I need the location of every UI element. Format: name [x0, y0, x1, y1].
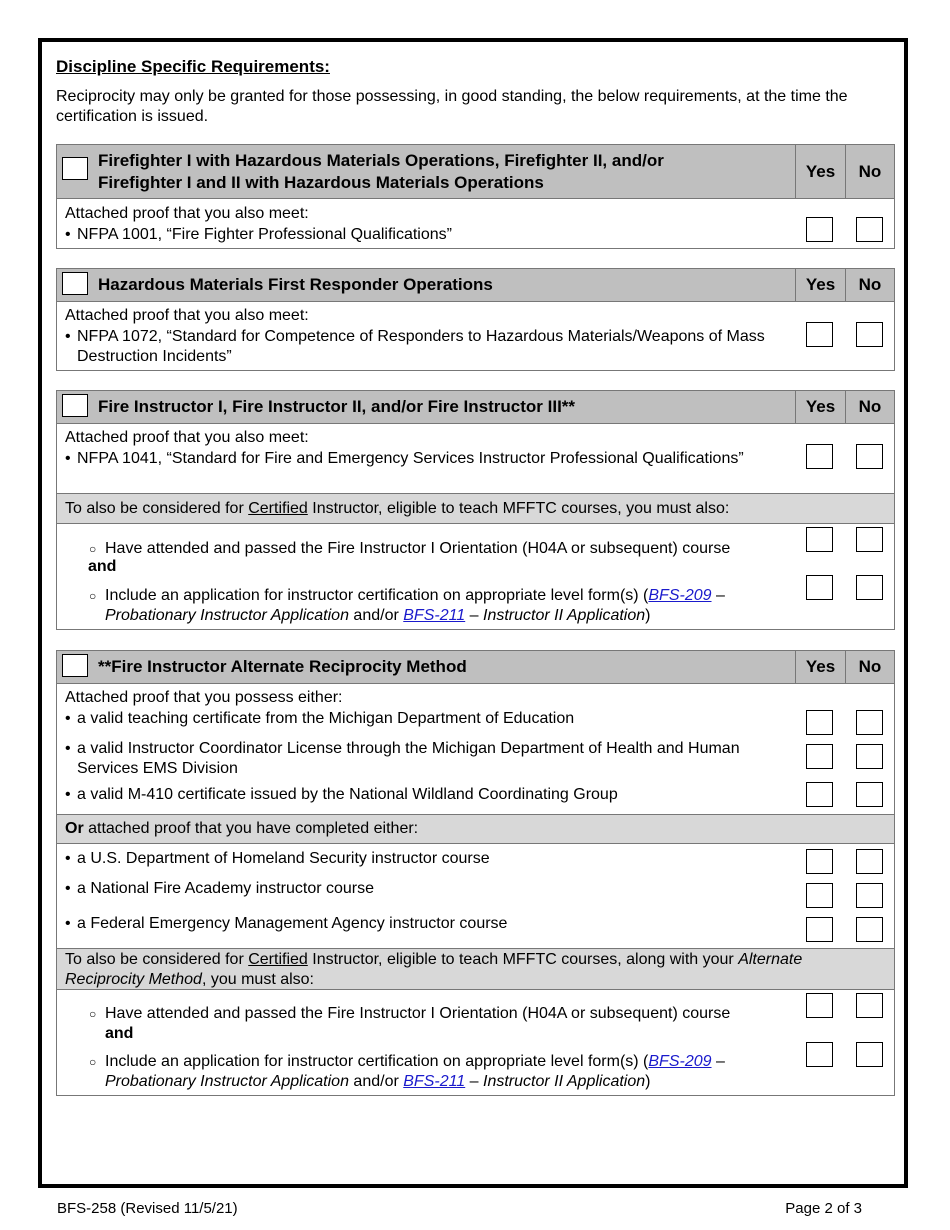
- bfs-211-link[interactable]: BFS-211: [403, 1073, 466, 1090]
- yes-column-header: Yes: [795, 145, 845, 198]
- and-label: and: [88, 558, 117, 575]
- yes-checkbox[interactable]: [806, 782, 833, 807]
- certified-alt-note-text: To also be considered for Certified Instructor, eligible to teach MFFTC courses, along with your Alternate Reciprocity Method, you must also:: [65, 951, 803, 988]
- yes-checkbox[interactable]: [806, 217, 833, 242]
- no-checkbox[interactable]: [856, 1042, 883, 1067]
- requirement-item: • NFPA 1001, “Fire Fighter Professional Qualifications”: [65, 225, 784, 245]
- application-requirement: ○ Include an application for instructor certification on appropriate level form(s) (BFS-209 – Probationary Instructor Application and/or BFS-211 – Instructor II Application): [89, 1052, 784, 1092]
- no-checkbox[interactable]: [856, 744, 883, 769]
- instructor-title: Fire Instructor I, Fire Instructor II, and/or Fire Instructor III**: [98, 397, 576, 416]
- requirement-item: • NFPA 1041, “Standard for Fire and Emergency Services Instructor Professional Qualifications”: [65, 449, 784, 469]
- list-item: • a National Fire Academy instructor course: [65, 879, 784, 899]
- no-checkbox[interactable]: [856, 444, 883, 469]
- firefighter-block: [56, 144, 895, 249]
- yes-checkbox[interactable]: [806, 883, 833, 908]
- list-item: • a valid M-410 certificate issued by the National Wildland Coordinating Group: [65, 785, 784, 805]
- hazmat-title: Hazardous Materials First Responder Operations: [98, 275, 493, 294]
- or-completed-note: [57, 814, 894, 844]
- attach-label: Attached proof that you also meet:: [65, 307, 309, 324]
- alternate-header: [57, 651, 894, 684]
- alternate-select-checkbox[interactable]: [62, 654, 88, 677]
- certified-alternate-note: [57, 948, 894, 990]
- no-checkbox[interactable]: [856, 917, 883, 942]
- hazmat-block: [56, 268, 895, 371]
- form-number: BFS-258 (Revised 11/5/21): [57, 1200, 238, 1217]
- yes-checkbox[interactable]: [806, 993, 833, 1018]
- page-number: Page 2 of 3: [785, 1200, 862, 1217]
- instructor-select-checkbox[interactable]: [62, 394, 88, 417]
- firefighter-select-checkbox[interactable]: [62, 157, 88, 180]
- yes-checkbox[interactable]: [806, 744, 833, 769]
- no-checkbox[interactable]: [856, 575, 883, 600]
- firefighter-header: [57, 145, 894, 199]
- no-checkbox[interactable]: [856, 710, 883, 735]
- no-checkbox[interactable]: [856, 849, 883, 874]
- requirement-item: • NFPA 1072, “Standard for Competence of Responders to Hazardous Materials/Weapons of Mass Destruction Incidents”: [65, 327, 784, 367]
- no-checkbox[interactable]: [856, 217, 883, 242]
- no-column-header: No: [845, 391, 894, 423]
- section-title: Discipline Specific Requirements:: [56, 57, 330, 76]
- yes-checkbox[interactable]: [806, 527, 833, 552]
- or-note-text: Or attached proof that you have completed either:: [65, 820, 419, 837]
- bfs-211-link[interactable]: BFS-211: [403, 607, 466, 624]
- certified-instructor-note: [57, 493, 894, 524]
- list-item: • a valid Instructor Coordinator License through the Michigan Department of Health and Human Services EMS Division: [65, 739, 784, 779]
- no-checkbox[interactable]: [856, 993, 883, 1018]
- yes-checkbox[interactable]: [806, 444, 833, 469]
- attach-label: Attached proof that you also meet:: [65, 429, 309, 446]
- hazmat-select-checkbox[interactable]: [62, 272, 88, 295]
- yes-checkbox[interactable]: [806, 322, 833, 347]
- orientation-requirement: ○ Have attended and passed the Fire Instructor I Orientation (H04A or subsequent) course and: [89, 1004, 784, 1044]
- firefighter-title: Firefighter I with Hazardous Materials Operations, Firefighter II, and/or Firefighter I and II with Hazardous Materials Operations: [98, 151, 664, 192]
- no-checkbox[interactable]: [856, 527, 883, 552]
- bfs-209-link[interactable]: BFS-209: [648, 587, 712, 604]
- yes-checkbox[interactable]: [806, 849, 833, 874]
- yes-column-header: Yes: [795, 651, 845, 683]
- application-requirement: ○ Include an application for instructor certification on appropriate level form(s) (BFS-209 – Probationary Instructor Application and/or BFS-211 – Instructor II Application): [89, 586, 784, 626]
- yes-checkbox[interactable]: [806, 917, 833, 942]
- alternate-reciprocity-block: [56, 650, 895, 1096]
- alternate-title: **Fire Instructor Alternate Reciprocity Method: [98, 657, 467, 676]
- yes-checkbox[interactable]: [806, 575, 833, 600]
- yes-column-header: Yes: [795, 391, 845, 423]
- hazmat-header: [57, 269, 894, 302]
- no-column-header: No: [845, 269, 894, 301]
- list-item: • a Federal Emergency Management Agency instructor course: [65, 914, 784, 934]
- orientation-requirement: ○ Have attended and passed the Fire Instructor I Orientation (H04A or subsequent) course: [89, 539, 784, 559]
- instructor-header: [57, 391, 894, 424]
- attach-label: Attached proof that you possess either:: [65, 689, 343, 706]
- no-checkbox[interactable]: [856, 883, 883, 908]
- attach-label: Attached proof that you also meet:: [65, 205, 309, 222]
- yes-column-header: Yes: [795, 269, 845, 301]
- no-column-header: No: [845, 145, 894, 198]
- instructor-block: [56, 390, 895, 630]
- yes-checkbox[interactable]: [806, 1042, 833, 1067]
- no-checkbox[interactable]: [856, 782, 883, 807]
- no-column-header: No: [845, 651, 894, 683]
- certified-note-text: To also be considered for Certified Instructor, eligible to teach MFFTC courses, you must also:: [65, 500, 730, 517]
- bfs-209-link[interactable]: BFS-209: [648, 1053, 712, 1070]
- intro-text: Reciprocity may only be granted for those possessing, in good standing, the below requirements, at the time the certification is issued.: [56, 88, 848, 125]
- list-item: • a U.S. Department of Homeland Security instructor course: [65, 849, 784, 869]
- yes-checkbox[interactable]: [806, 710, 833, 735]
- list-item: • a valid teaching certificate from the Michigan Department of Education: [65, 709, 784, 729]
- no-checkbox[interactable]: [856, 322, 883, 347]
